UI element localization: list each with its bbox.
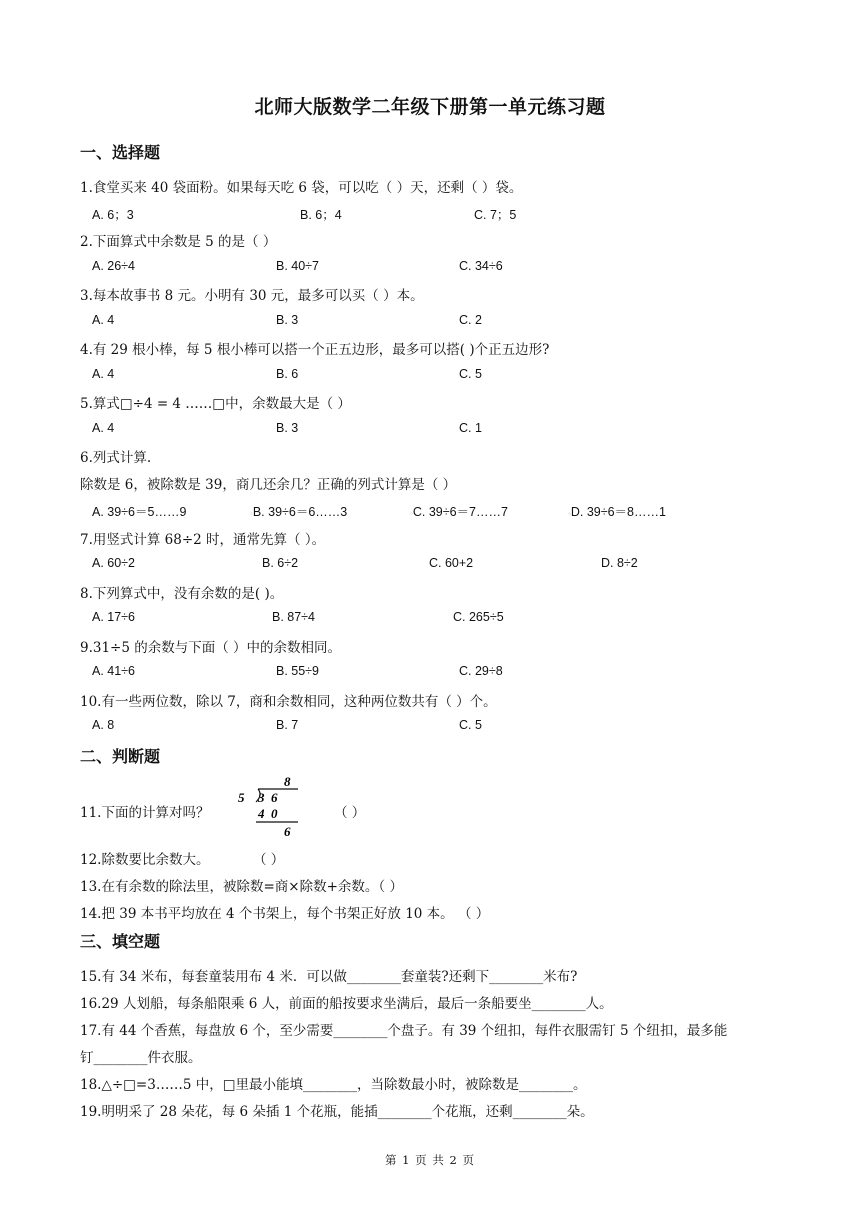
question-17-continued: 钉________件衣服。 bbox=[80, 1050, 202, 1066]
question-10-option-b: B. 7 bbox=[276, 718, 299, 732]
question-9: 9.31÷5 的余数与下面（ ）中的余数相同。 bbox=[80, 640, 342, 656]
question-5: 5.算式□÷4 = 4 ……□中，余数最大是（ ） bbox=[80, 396, 351, 412]
question-15: 15.有 34 米布，每套童装用布 4 米．可以做________套童装?还剩下________米布? bbox=[80, 969, 578, 985]
question-12-answer-parens: （ ） bbox=[253, 852, 285, 868]
division-remainder: 6 bbox=[284, 824, 291, 839]
division-dividend: 3 6 bbox=[258, 790, 278, 805]
question-1-option-c: C. 7；5 bbox=[474, 208, 517, 222]
question-19: 19.明明采了 28 朵花，每 6 朵插 1 个花瓶，能插________个花瓶，还剩________朵。 bbox=[80, 1104, 594, 1120]
question-8-option-a: A. 17÷6 bbox=[92, 610, 135, 624]
section-fill-heading: 三、填空题 bbox=[80, 932, 161, 951]
question-4-option-b: B. 6 bbox=[276, 367, 299, 381]
question-13: 13.在有余数的除法里，被除数=商×除数+余数。（ ） bbox=[80, 879, 403, 895]
question-8-option-b: B. 87÷4 bbox=[272, 610, 315, 624]
question-10-option-c: C. 5 bbox=[459, 718, 482, 732]
question-5-option-b: B. 3 bbox=[276, 421, 299, 435]
question-16: 16.29 人划船，每条船限乘 6 人，前面的船按要求坐满后，最后一条船要坐________人。 bbox=[80, 996, 613, 1012]
question-5-option-c: C. 1 bbox=[459, 421, 482, 435]
question-7-option-b: B. 6÷2 bbox=[262, 556, 299, 570]
option-marker-icon: ◦ bbox=[250, 509, 253, 518]
question-5-option-a: A. 4 bbox=[92, 421, 115, 435]
question-17: 17.有 44 个香蕉，每盘放 6 个，至少需要________个盘子。有 39 个纽扣，每件衣服需钉 5 个纽扣，最多能 bbox=[80, 1023, 728, 1039]
question-9-option-b: B. 55÷9 bbox=[276, 664, 319, 678]
question-14: 14.把 39 本书平均放在 4 个书架上，每个书架正好放 10 本。 （ ） bbox=[80, 906, 490, 922]
question-7-option-d: D. 8÷2 bbox=[601, 556, 638, 570]
question-10-option-a: A. 8 bbox=[92, 718, 115, 732]
question-3-option-a: A. 4 bbox=[92, 313, 115, 327]
question-6: 6.列式计算. bbox=[80, 450, 152, 466]
question-7-option-a: A. 60÷2 bbox=[92, 556, 135, 570]
question-6-option-d: ◦D. 39÷6＝8……1 bbox=[568, 505, 666, 519]
question-7: 7.用竖式计算 68÷2 时，通常先算（ ）。 bbox=[80, 532, 326, 548]
page-footer: 第 1 页 共 2 页 bbox=[385, 1153, 475, 1167]
long-division-figure bbox=[236, 772, 306, 842]
division-divisor: 5 bbox=[238, 790, 245, 805]
question-6-prompt: 除数是 6，被除数是 39，商几还余几？正确的列式计算是（ ） bbox=[80, 477, 457, 493]
question-2: 2.下面算式中余数是 5 的是（ ） bbox=[80, 234, 277, 250]
question-3-option-c: C. 2 bbox=[459, 313, 482, 327]
question-7-option-c: C. 60+2 bbox=[429, 556, 474, 570]
question-6-option-a: A. 39÷6＝5……9 bbox=[92, 505, 187, 519]
question-11-answer-parens: （ ） bbox=[334, 805, 366, 821]
option-marker-icon: ◦ bbox=[568, 509, 571, 518]
option-marker-icon: ◦ bbox=[410, 509, 413, 518]
section-choice-heading: 一、选择题 bbox=[80, 143, 161, 162]
question-10: 10.有一些两位数，除以 7，商和余数相同，这种两位数共有（ ）个。 bbox=[80, 694, 497, 710]
question-11: 11.下面的计算对吗？ bbox=[80, 805, 210, 821]
question-6-option-b: ◦B. 39÷6＝6……3 bbox=[250, 505, 348, 519]
question-6-option-c: ◦C. 39÷6＝7……7 bbox=[410, 505, 508, 519]
question-9-option-a: A. 41÷6 bbox=[92, 664, 135, 678]
question-8-option-c: C. 265÷5 bbox=[453, 610, 504, 624]
question-2-option-a: A. 26÷4 bbox=[92, 259, 135, 273]
division-quotient: 8 bbox=[284, 774, 291, 789]
question-8: 8.下列算式中，没有余数的是( )。 bbox=[80, 586, 284, 602]
question-4: 4.有 29 根小棒，每 5 根小棒可以搭一个正五边形，最多可以搭( )个正五边形? bbox=[80, 342, 550, 358]
question-1-option-a: A. 6；3 bbox=[92, 208, 134, 222]
question-4-option-a: A. 4 bbox=[92, 367, 115, 381]
question-9-option-c: C. 29÷8 bbox=[459, 664, 503, 678]
page-title: 北师大版数学二年级下册第一单元练习题 bbox=[254, 96, 606, 118]
division-product: 4 0 bbox=[258, 806, 278, 821]
question-2-option-c: C. 34÷6 bbox=[459, 259, 503, 273]
question-2-option-b: B. 40÷7 bbox=[276, 259, 319, 273]
question-3: 3.每本故事书 8 元。小明有 30 元，最多可以买（ ）本。 bbox=[80, 288, 424, 304]
question-18: 18.△÷□=3……5 中，□里最小能填________，当除数最小时，被除数是________。 bbox=[80, 1077, 587, 1093]
section-judgment-heading: 二、判断题 bbox=[80, 747, 161, 766]
question-1: 1.食堂买来 40 袋面粉。如果每天吃 6 袋，可以吃（ ）天，还剩（ ）袋。 bbox=[80, 180, 523, 196]
question-3-option-b: B. 3 bbox=[276, 313, 299, 327]
question-4-option-c: C. 5 bbox=[459, 367, 482, 381]
question-1-option-b: B. 6；4 bbox=[300, 208, 342, 222]
question-12: 12.除数要比余数大。 bbox=[80, 852, 210, 868]
